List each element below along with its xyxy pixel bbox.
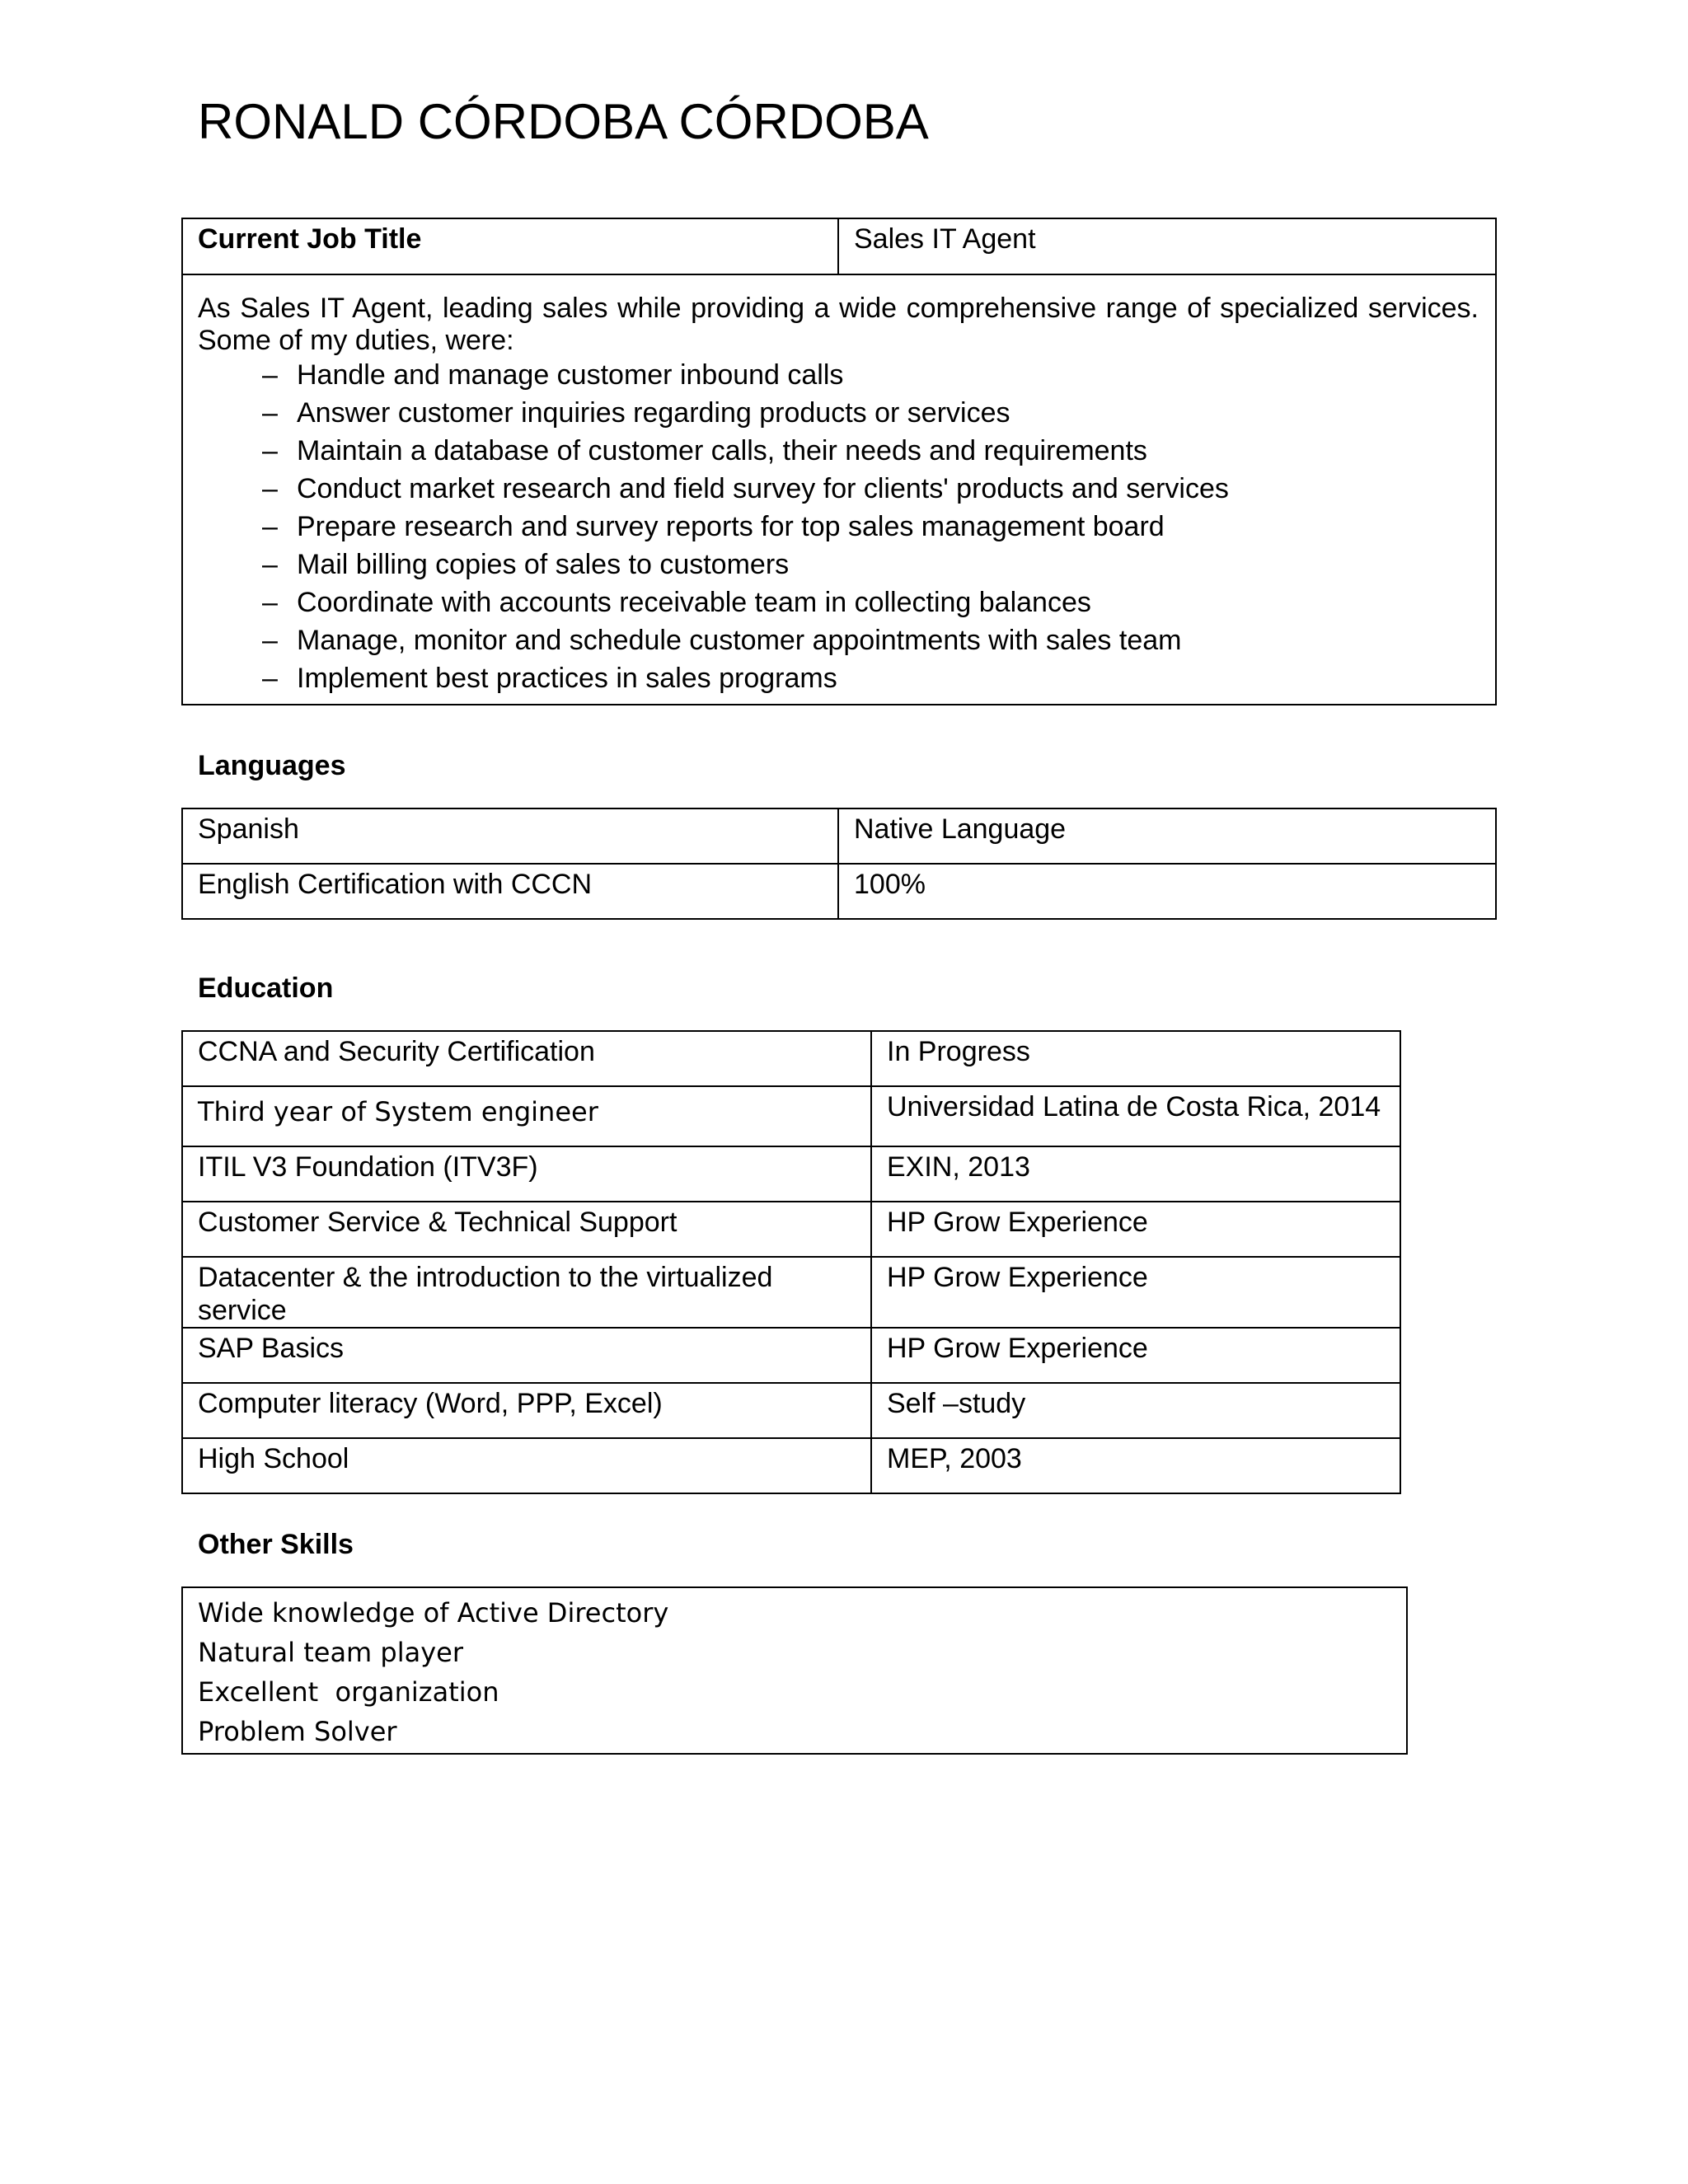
table-row: ITIL V3 Foundation (ITV3F) EXIN, 2013 bbox=[182, 1146, 1400, 1202]
table-row: Spanish Native Language bbox=[182, 808, 1496, 864]
list-item: – Mail billing copies of sales to customers bbox=[262, 549, 790, 580]
job-intro-line1: As Sales IT Agent, leading sales while providing a wide comprehensive range of specialized services. bbox=[198, 293, 1479, 324]
list-item: – Prepare research and survey reports for top sales management board bbox=[262, 511, 1165, 542]
table-row: Third year of System engineer Universidad Latina de Costa Rica, 2014 bbox=[182, 1086, 1400, 1146]
languages-heading: Languages bbox=[198, 750, 346, 781]
education-table bbox=[181, 1030, 1401, 1494]
list-item: – Manage, monitor and schedule customer appointments with sales team bbox=[262, 625, 1182, 656]
education-heading: Education bbox=[198, 972, 334, 1004]
list-item: – Handle and manage customer inbound calls bbox=[262, 359, 844, 391]
list-item: Natural team player bbox=[198, 1637, 463, 1668]
job-title-label: Current Job Title bbox=[182, 218, 838, 274]
skills-table bbox=[181, 1586, 1408, 1755]
skills-cell bbox=[182, 1587, 1407, 1754]
table-row: Computer literacy (Word, PPP, Excel) Self –study bbox=[182, 1383, 1400, 1438]
job-title-value: Sales IT Agent bbox=[838, 218, 1496, 274]
list-item: Excellent organization bbox=[198, 1676, 499, 1708]
table-row: Customer Service & Technical Support HP Grow Experience bbox=[182, 1202, 1400, 1257]
table-row: Datacenter & the introduction to the virtualized service HP Grow Experience bbox=[182, 1257, 1400, 1328]
languages-table bbox=[181, 808, 1497, 920]
job-description bbox=[182, 274, 1496, 705]
list-item: – Coordinate with accounts receivable team in collecting balances bbox=[262, 587, 1091, 618]
job-table bbox=[181, 218, 1497, 705]
list-item: Problem Solver bbox=[198, 1716, 397, 1747]
list-item: – Answer customer inquiries regarding products or services bbox=[262, 397, 1010, 429]
table-row: CCNA and Security Certification In Progress bbox=[182, 1031, 1400, 1086]
table-row: SAP Basics HP Grow Experience bbox=[182, 1328, 1400, 1383]
job-intro-line2: Some of my duties, were: bbox=[198, 325, 514, 356]
candidate-name: RONALD CÓRDOBA CÓRDOBA bbox=[198, 94, 929, 149]
list-item: – Maintain a database of customer calls, their needs and requirements bbox=[262, 435, 1147, 466]
list-item: – Conduct market research and field survey for clients' products and services bbox=[262, 473, 1229, 504]
duties-list bbox=[198, 356, 1479, 697]
list-item: Wide knowledge of Active Directory bbox=[198, 1597, 669, 1629]
list-item: – Implement best practices in sales programs bbox=[262, 663, 837, 694]
table-row: English Certification with CCCN 100% bbox=[182, 864, 1496, 919]
skills-heading: Other Skills bbox=[198, 1529, 354, 1560]
table-row: High School MEP, 2003 bbox=[182, 1438, 1400, 1493]
